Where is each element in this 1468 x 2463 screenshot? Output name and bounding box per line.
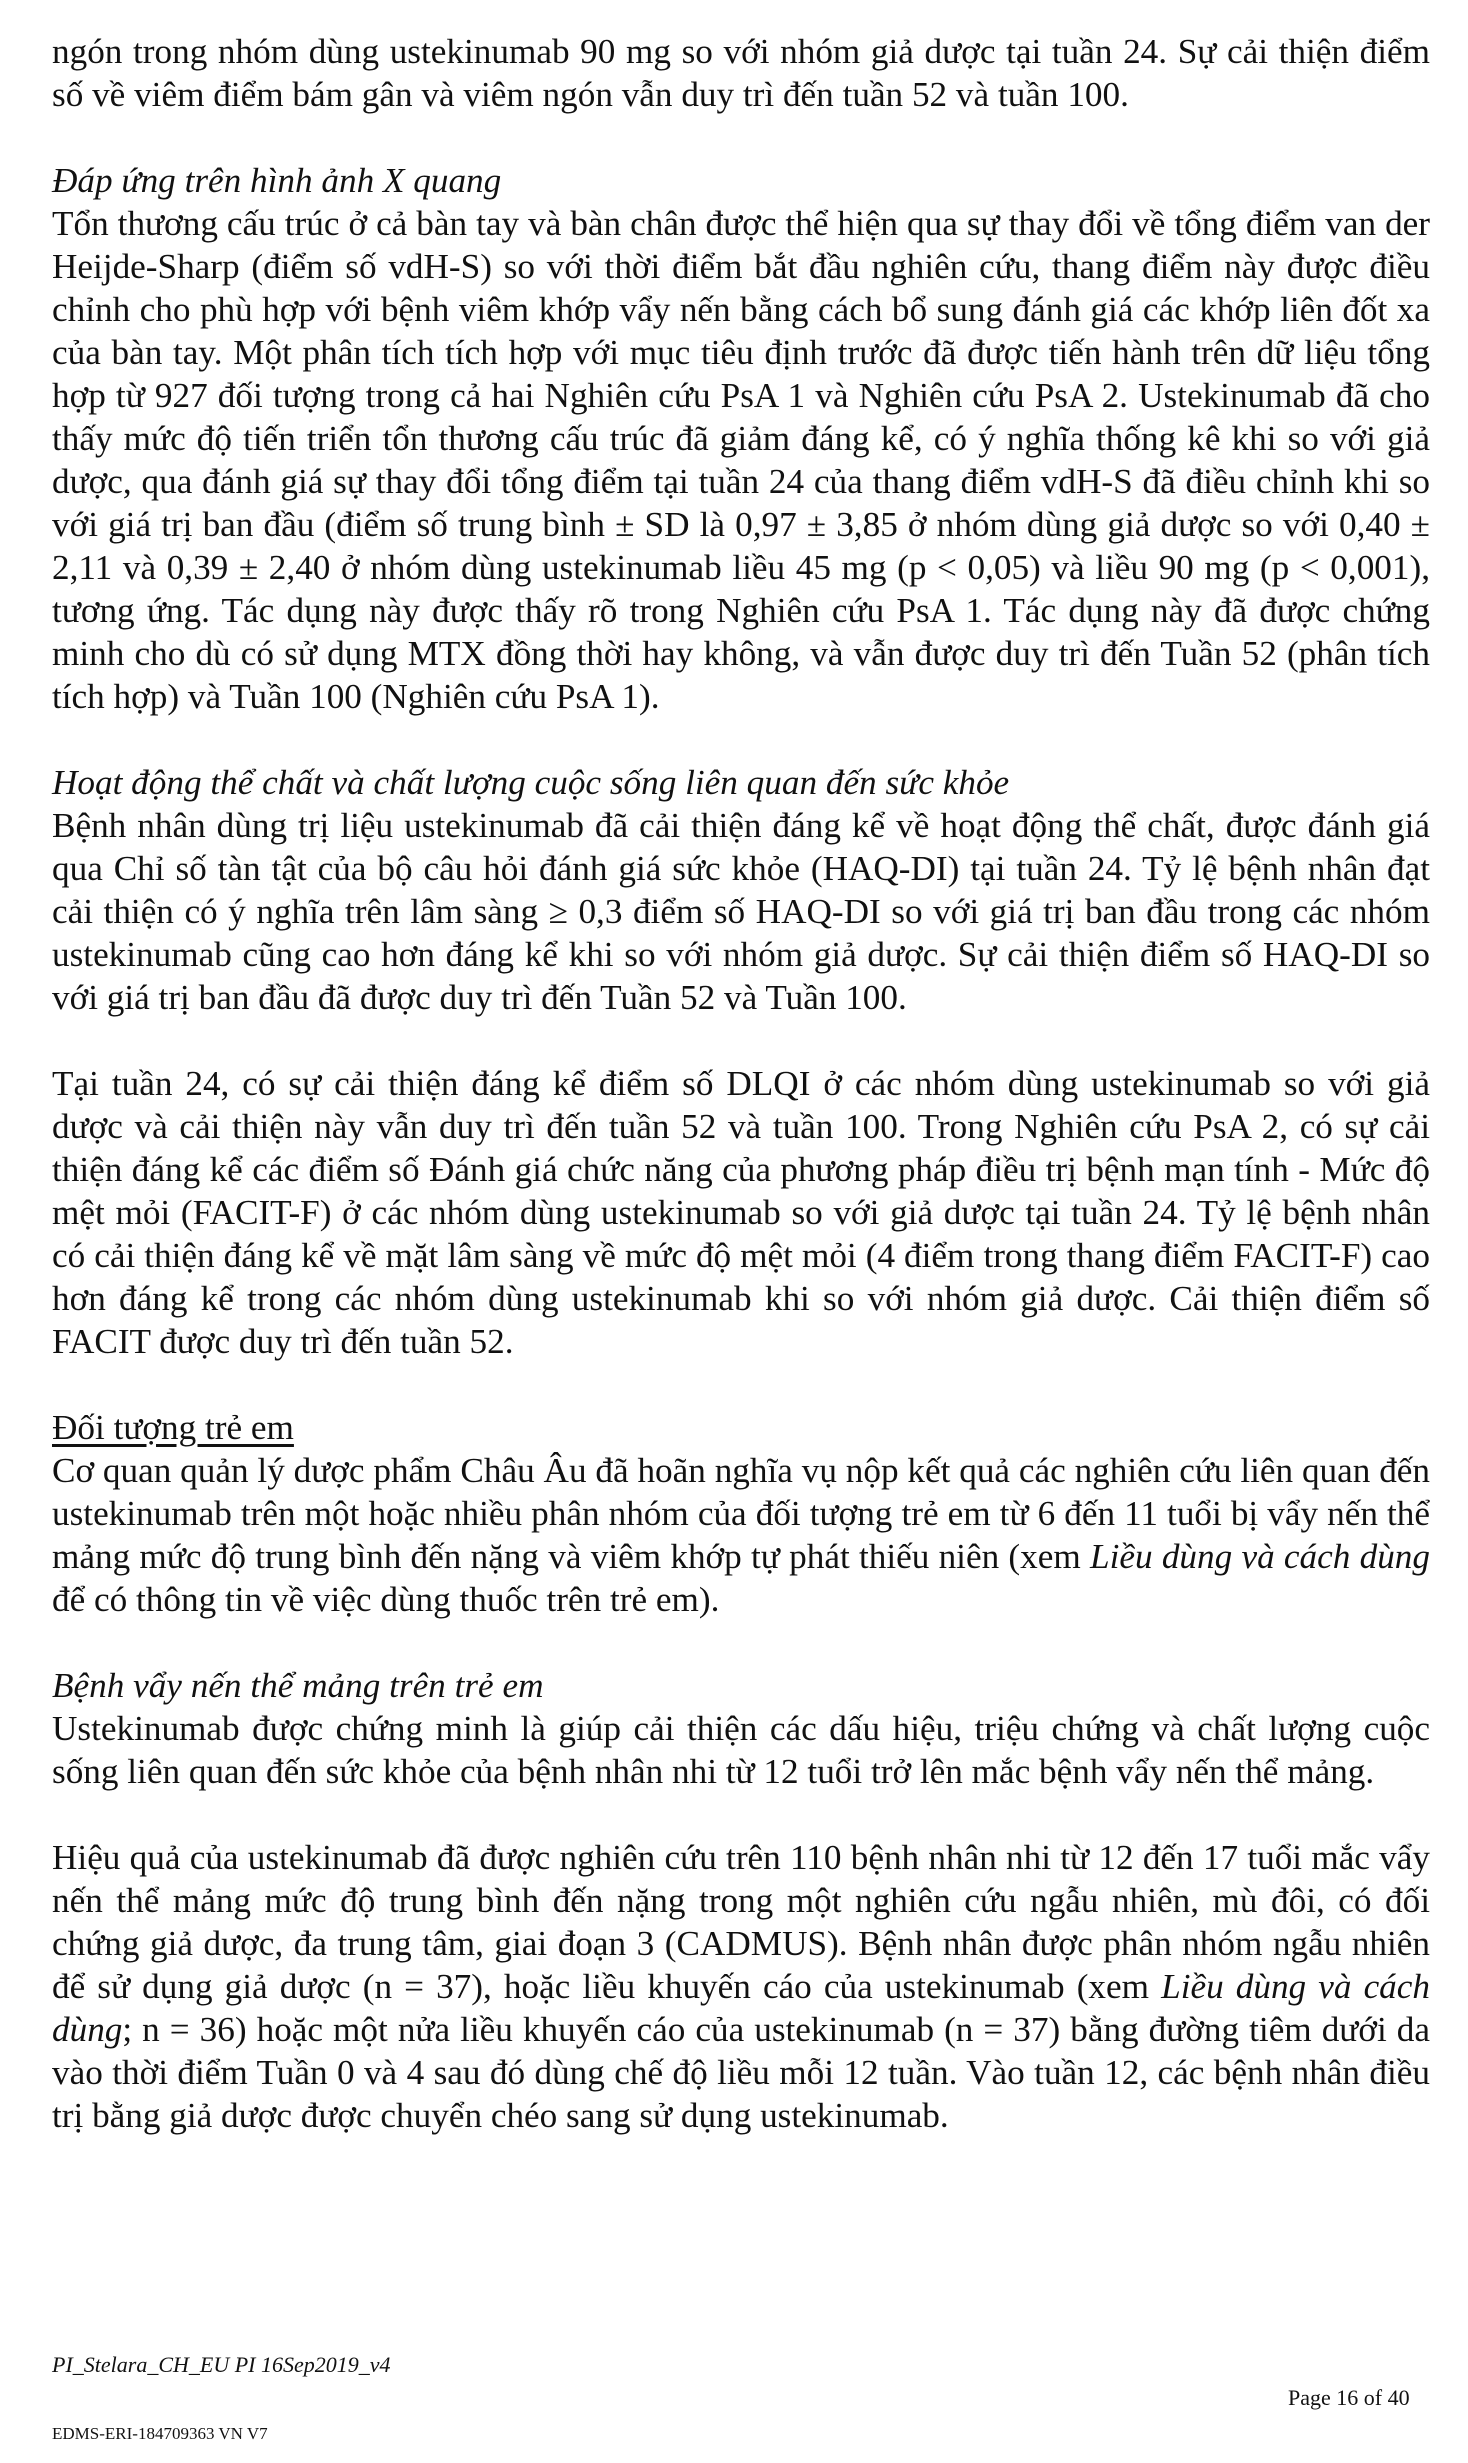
cadmus-text-2: ; n = 36) hoặc một nửa liều khuyến cáo của ustekinumab (n = 37) bằng đường tiêm dưới da vào thời điểm Tuần 0 và 4 sau đó dùng chế độ liều mỗi 12 tuần. Vào tuần 12, các bệnh nhân điều trị bằng giả dược được chuyển chéo sang sử dụng ustekinumab. bbox=[52, 2010, 1430, 2135]
document-body bbox=[52, 30, 1430, 2137]
paragraph-physical-function: Bệnh nhân dùng trị liệu ustekinumab đã cải thiện đáng kể về hoạt động thể chất, được đánh giá qua Chỉ số tàn tật của bộ câu hỏi đánh giá sức khỏe (HAQ-DI) tại tuần 24. Tỷ lệ bệnh nhân đạt cải thiện có ý nghĩa trên lâm sàng ≥ 0,3 điểm số HAQ-DI so với giá trị ban đầu trong các nhóm ustekinumab cũng cao hơn đáng kể khi so với nhóm giả dược. Sự cải thiện điểm số HAQ-DI so với giá trị ban đầu đã được duy trì đến Tuần 52 và Tuần 100. bbox=[52, 806, 1430, 1017]
paragraph-cadmus-study bbox=[52, 1836, 1430, 2137]
paragraph-dlqi-facit: Tại tuần 24, có sự cải thiện đáng kể điểm số DLQI ở các nhóm dùng ustekinumab so với giả dược và cải thiện này vẫn duy trì đến tuần 52 và tuần 100. Trong Nghiên cứu PsA 2, có sự cải thiện đáng kể các điểm số Đánh giá chức năng của phương pháp điều trị bệnh mạn tính - Mức độ mệt mỏi (FACIT-F) ở các nhóm dùng ustekinumab so với giả dược tại tuần 24. Tỷ lệ bệnh nhân có cải thiện đáng kể về mặt lâm sàng về mức độ mệt mỏi (4 điểm trong thang điểm FACIT-F) cao hơn đáng kể trong các nhóm dùng ustekinumab khi so với nhóm giả dược. Cải thiện điểm số FACIT được duy trì đến tuần 52. bbox=[52, 1064, 1430, 1361]
footer-edms-code: EDMS-ERI-184709363 VN V7 bbox=[52, 2424, 268, 2443]
heading-radiographic-response: Đáp ứng trên hình ảnh X quang bbox=[52, 161, 502, 200]
paragraph-enthesitis-continuation: ngón trong nhóm dùng ustekinumab 90 mg so với nhóm giả dược tại tuần 24. Sự cải thiện điểm số về viêm điểm bám gân và viêm ngón vẫn duy trì đến tuần 52 và tuần 100. bbox=[52, 32, 1430, 114]
cadmus-text-1: Hiệu quả của ustekinumab đã được nghiên cứu trên 110 bệnh nhân nhi từ 12 đến 17 tuổi mắc vẩy nến thể mảng mức độ trung bình đến nặng trong một nghiên cứu ngẫu nhiên, mù đôi, có đối chứng giả dược, đa trung tâm, giai đoạn 3 (CADMUS). Bệnh nhân được phân nhóm ngẫu nhiên để sử dụng giả dược (n = 37), hoặc liều khuyến cáo của ustekinumab (xem bbox=[52, 1838, 1430, 2006]
cadmus-dosing-reference: Liều dùng và cách dùng bbox=[52, 1967, 1430, 2049]
heading-pediatric-psoriasis: Bệnh vẩy nến thể mảng trên trẻ em bbox=[52, 1666, 544, 1705]
pediatric-text-2: để có thông tin về việc dùng thuốc trên trẻ em). bbox=[52, 1580, 720, 1619]
paragraph-radiographic-response: Tổn thương cấu trúc ở cả bàn tay và bàn chân được thể hiện qua sự thay đổi về tổng điểm van der Heijde-Sharp (điểm số vdH-S) so với thời điểm bắt đầu nghiên cứu, thang điểm này được điều chỉnh cho phù hợp với bệnh viêm khớp vẩy nến bằng cách bổ sung đánh giá các khớp liên đốt xa của bàn tay. Một phân tích tích hợp với mục tiêu định trước đã được tiến hành trên dữ liệu tổng hợp từ 927 đối tượng trong cả hai Nghiên cứu PsA 1 và Nghiên cứu PsA 2. Ustekinumab đã cho thấy mức độ tiến triển tổn thương cấu trúc đã giảm đáng kể, có ý nghĩa thống kê khi so với giả dược, qua đánh giá sự thay đổi tổng điểm tại tuần 24 của thang điểm vdH-S đã điều chỉnh khi so với giá trị ban đầu (điểm số trung bình ± SD là 0,97 ± 3,85 ở nhóm dùng giả dược so với 0,40 ± 2,11 và 0,39 ± 2,40 ở nhóm dùng ustekinumab liều 45 mg (p < 0,05) và liều 90 mg (p < 0,001), tương ứng. Tác dụng này được thấy rõ trong Nghiên cứu PsA 1. Tác dụng này đã được chứng minh cho dù có sử dụng MTX đồng thời hay không, và vẫn được duy trì đến Tuần 52 (phân tích tích hợp) và Tuần 100 (Nghiên cứu PsA 1). bbox=[52, 204, 1430, 716]
pediatric-text-1: Cơ quan quản lý dược phẩm Châu Âu đã hoãn nghĩa vụ nộp kết quả các nghiên cứu liên quan đến ustekinumab trên một hoặc nhiều phân nhóm của đối tượng trẻ em từ 6 đến 11 tuổi bị vẩy nến thể mảng mức độ trung bình đến nặng và viêm khớp tự phát thiếu niên (xem bbox=[52, 1451, 1430, 1576]
heading-physical-function: Hoạt động thể chất và chất lượng cuộc sống liên quan đến sức khỏe bbox=[52, 763, 1010, 802]
pediatric-dosing-reference: Liều dùng và cách dùng bbox=[1090, 1537, 1430, 1576]
heading-pediatric-population: Đối tượng trẻ em bbox=[52, 1408, 294, 1447]
footer-page-number: Page 16 of 40 bbox=[1288, 2385, 1410, 2410]
paragraph-pediatric-psoriasis: Ustekinumab được chứng minh là giúp cải thiện các dấu hiệu, triệu chứng và chất lượng cuộc sống liên quan đến sức khỏe của bệnh nhân nhi từ 12 tuổi trở lên mắc bệnh vẩy nến thể mảng. bbox=[52, 1709, 1430, 1791]
footer-document-id: PI_Stelara_CH_EU PI 16Sep2019_v4 bbox=[52, 2352, 391, 2377]
paragraph-pediatric-population bbox=[52, 1449, 1430, 1621]
